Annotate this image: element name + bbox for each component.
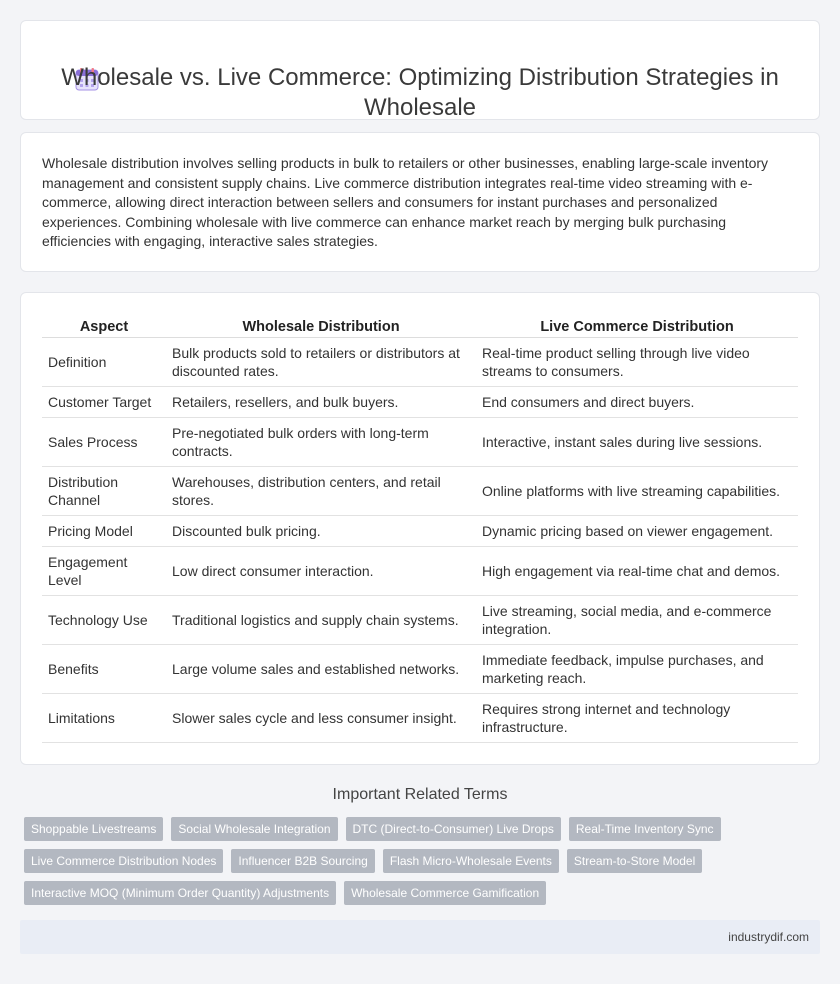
row-aspect: Distribution Channel — [42, 466, 166, 515]
related-terms-title: Important Related Terms — [332, 786, 508, 803]
table-row — [42, 337, 798, 386]
table-row — [42, 515, 798, 546]
row-wholesale: Pre-negotiated bulk orders with long-term contracts. — [166, 417, 476, 466]
footer-site-link[interactable]: industrydif.com — [728, 930, 809, 944]
row-aspect: Customer Target — [42, 386, 166, 417]
row-aspect: Limitations — [42, 693, 166, 742]
related-term-tag[interactable]: Influencer B2B Sourcing — [231, 849, 374, 873]
related-terms-list — [24, 817, 804, 905]
table-row — [42, 466, 798, 515]
related-term-tag[interactable]: Social Wholesale Integration — [171, 817, 337, 841]
comparison-table — [42, 315, 798, 743]
related-term-tag[interactable]: Interactive MOQ (Minimum Order Quantity) Adjustments — [24, 881, 336, 905]
table-header-row — [42, 315, 798, 337]
intro-paragraph: Wholesale distribution involves selling products in bulk to retailers or other businesses, enabling large-scale inventory management and consistent supply chains. Live commerce distribution integrates real-time video streaming with e-commerce, allowing direct interaction between sellers and consumers for instant purchases and personalized experiences. Combining wholesale with live commerce can enhance market reach by merging bulk purchasing efficiencies with engaging, interactive sales strategies. — [42, 155, 769, 250]
footer — [20, 920, 820, 954]
row-live-commerce: Online platforms with live streaming capabilities. — [476, 466, 798, 515]
related-term-tag[interactable]: Live Commerce Distribution Nodes — [24, 849, 223, 873]
related-term-tag[interactable]: Wholesale Commerce Gamification — [344, 881, 546, 905]
row-aspect: Definition — [42, 337, 166, 386]
row-aspect: Engagement Level — [42, 546, 166, 595]
table-row — [42, 693, 798, 742]
row-live-commerce: Dynamic pricing based on viewer engagement. — [476, 515, 798, 546]
row-aspect: Sales Process — [42, 417, 166, 466]
column-header-wholesale: Wholesale Distribution — [166, 315, 476, 337]
row-aspect: Technology Use — [42, 595, 166, 644]
column-header-aspect: Aspect — [42, 315, 166, 337]
related-term-tag[interactable]: Real-Time Inventory Sync — [569, 817, 721, 841]
row-live-commerce: Real-time product selling through live video streams to consumers. — [476, 337, 798, 386]
row-wholesale: Bulk products sold to retailers or distributors at discounted rates. — [166, 337, 476, 386]
comparison-table-card — [20, 292, 820, 765]
row-wholesale: Retailers, resellers, and bulk buyers. — [166, 386, 476, 417]
related-term-tag[interactable]: DTC (Direct-to-Consumer) Live Drops — [346, 817, 561, 841]
row-live-commerce: Live streaming, social media, and e-commerce integration. — [476, 595, 798, 644]
row-wholesale: Slower sales cycle and less consumer insight. — [166, 693, 476, 742]
row-wholesale: Low direct consumer interaction. — [166, 546, 476, 595]
row-live-commerce: End consumers and direct buyers. — [476, 386, 798, 417]
row-live-commerce: Requires strong internet and technology infrastructure. — [476, 693, 798, 742]
table-row — [42, 595, 798, 644]
row-wholesale: Large volume sales and established networks. — [166, 644, 476, 693]
related-term-tag[interactable]: Shoppable Livestreams — [24, 817, 163, 841]
row-live-commerce: High engagement via real-time chat and demos. — [476, 546, 798, 595]
table-row — [42, 644, 798, 693]
row-aspect: Benefits — [42, 644, 166, 693]
related-term-tag[interactable]: Stream-to-Store Model — [567, 849, 702, 873]
column-header-live-commerce: Live Commerce Distribution — [476, 315, 798, 337]
related-term-tag[interactable]: Flash Micro-Wholesale Events — [383, 849, 559, 873]
row-live-commerce: Interactive, instant sales during live sessions. — [476, 417, 798, 466]
title-card — [20, 20, 820, 120]
row-wholesale: Discounted bulk pricing. — [166, 515, 476, 546]
row-wholesale: Warehouses, distribution centers, and retail stores. — [166, 466, 476, 515]
row-wholesale: Traditional logistics and supply chain systems. — [166, 595, 476, 644]
page-title: Wholesale vs. Live Commerce: Optimizing Distribution Strategies in Wholesale — [61, 64, 779, 121]
row-aspect: Pricing Model — [42, 515, 166, 546]
intro-card — [20, 132, 820, 272]
row-live-commerce: Immediate feedback, impulse purchases, and marketing reach. — [476, 644, 798, 693]
table-row — [42, 546, 798, 595]
table-row — [42, 386, 798, 417]
table-row — [42, 417, 798, 466]
